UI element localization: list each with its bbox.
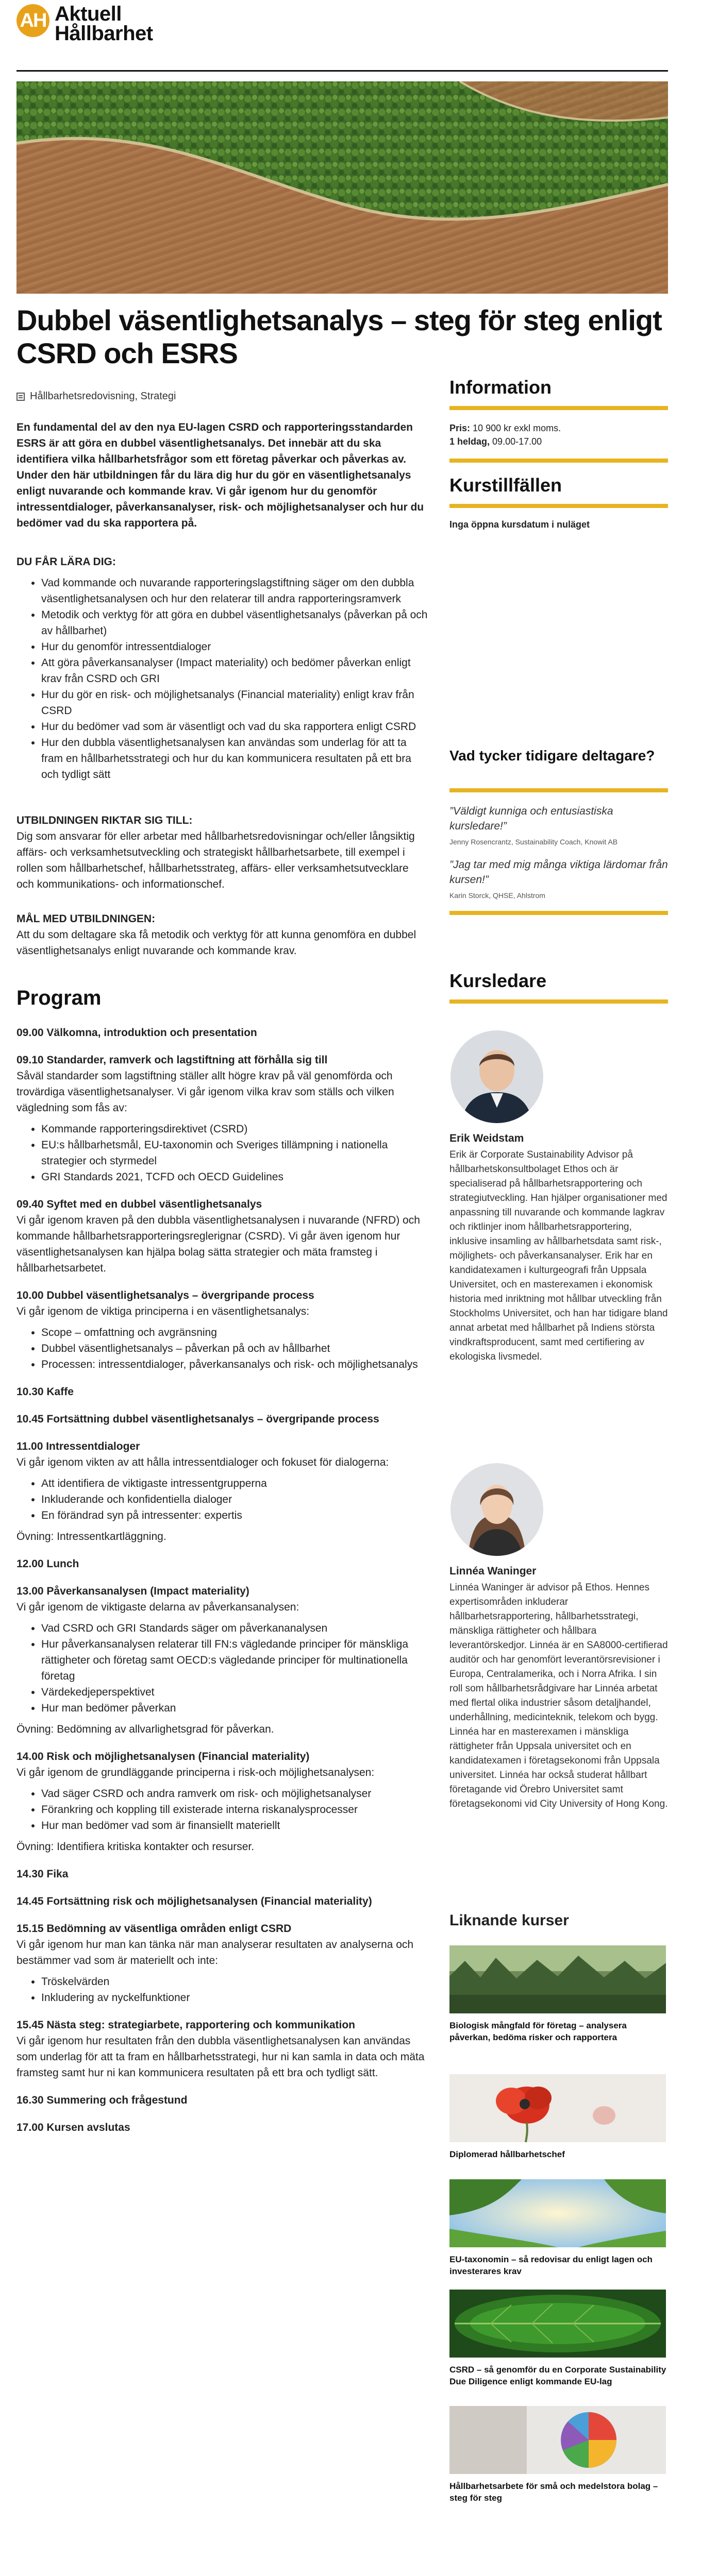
avatar	[450, 1463, 543, 1556]
sidebar	[449, 376, 668, 2503]
list-item: • GRI Standards 2021, TCFD och OECD Guidelines	[41, 1169, 429, 1185]
program-item-title: 16.30 Summering och frågestund	[16, 2094, 188, 2106]
target-text: Dig som ansvarar för eller arbetar med hållbarhetsredovisningar och/eller långsiktig affärs- och verksamhetsutveckling och strategiskt hållbarhetsarbete, till exempel i rollen som hållbarhetschef, hållbarhetsstrateg, affärs- eller verksamhetsutvecklare och kommunikations- och informationschef.	[16, 831, 415, 890]
main-content	[16, 419, 429, 2147]
program-item-title: 15.45 Nästa steg: strategiarbete, rapportering och kommunikation	[16, 2019, 356, 2031]
testimonial-quote: ”Jag tar med mig många viktiga lärdomar från kursen!”	[449, 859, 668, 886]
goal-heading: MÅL MED UTBILDNINGEN:	[16, 913, 156, 925]
program-item-description: Vi går igenom de viktigaste delarna av påverkansanalysen:	[16, 1601, 299, 1613]
list-item: • Hur man bedömer vad som är finansiellt materiellt	[41, 1818, 429, 1834]
program-item	[16, 2120, 429, 2136]
testimonials-heading: Vad tycker tidigare deltagare?	[449, 748, 655, 764]
course-image[interactable]	[449, 2074, 666, 2142]
occasions-heading: Kurstillfällen	[449, 474, 562, 496]
list-item: • Vad CSRD och GRI Standards säger om påverkananalysen	[41, 1620, 429, 1636]
site-logo[interactable]	[16, 4, 153, 43]
accent-bar	[449, 459, 668, 463]
logo-mark: AH	[16, 4, 49, 37]
program-item	[16, 1052, 429, 1185]
course-card[interactable]	[449, 2074, 668, 2160]
program-item-title: 14.45 Fortsättning risk och möjlighetsanalysen (Financial materiality)	[16, 1895, 372, 1907]
program-item-description: Vi går igenom de grundläggande principerna i risk-och möjlighetsanalysen:	[16, 1767, 375, 1778]
page-title: Dubbel väsentlighetsanalys – steg för steg enligt CSRD och ESRS	[16, 304, 662, 369]
program-item-title: 10.45 Fortsättning dubbel väsentlighetsanalys – övergripande process	[16, 1413, 379, 1425]
list-item: • Hur man bedömer påverkan	[41, 1700, 429, 1716]
program-item	[16, 1866, 429, 1882]
program-item	[16, 1556, 429, 1572]
course-image[interactable]	[449, 2290, 666, 2358]
price-label: Pris:	[449, 423, 471, 433]
program-item-title: 14.00 Risk och möjlighetsanalysen (Financial materiality)	[16, 1751, 310, 1762]
program-item-description: Vi går igenom de viktiga principerna i en väsentlighetsanalys:	[16, 1306, 310, 1317]
goal-text: Att du som deltagare ska få metodik och verktyg för att kunna genomföra en dubbel väsentlighetsanalys enligt nuvarande och kommande krav.	[16, 929, 416, 957]
hero-image	[16, 81, 668, 294]
course-title[interactable]: CSRD – så genomför du en Corporate Sustainability Due Diligence enligt kommande EU-lag	[449, 2365, 666, 2386]
program-heading: Program	[16, 987, 102, 1009]
portrait-man-image	[450, 1030, 543, 1123]
program-item	[16, 1025, 429, 1041]
course-card[interactable]	[449, 1945, 668, 2043]
logo-line-1: Aktuell	[55, 3, 122, 25]
list-item: • Hur du genomför intressentdialoger	[41, 639, 429, 655]
program-item-title: 10.30 Kaffe	[16, 1386, 74, 1398]
program-item-list	[16, 1121, 429, 1185]
accent-bar	[449, 504, 668, 508]
tree-sky-image	[449, 2179, 666, 2247]
program-item-title: 12.00 Lunch	[16, 1558, 79, 1570]
list-item: • Att göra påverkansanalyser (Impact materiality) och bedömer påverkan enligt krav från CSRD och GRI	[41, 655, 429, 687]
price-value: 10 900 kr exkl moms.	[473, 423, 561, 433]
testimonial-author: Karin Storck, QHSE, Ahlstrom	[449, 891, 545, 900]
portrait-woman-image	[450, 1463, 543, 1556]
course-title[interactable]: Diplomerad hållbarhetschef	[449, 2149, 565, 2159]
program-item-exercise: Övning: Identifiera kritiska kontakter och resurser.	[16, 1841, 255, 1853]
program-item	[16, 1749, 429, 1855]
program-item	[16, 1438, 429, 1545]
program-list	[16, 1025, 429, 2136]
course-card[interactable]	[449, 2406, 668, 2504]
logo-wordmark	[55, 4, 153, 43]
testimonial-author: Jenny Rosencrantz, Sustainability Coach, Knowit AB	[449, 838, 618, 846]
program-item-description: Vi går igenom hur man kan tänka när man analyserar resultaten av analyserna och bestämmer vad som är materiellt och inte:	[16, 1939, 414, 1967]
leaders-section	[449, 970, 668, 1015]
list-item: • Kommande rapporteringsdirektivet (CSRD)	[41, 1121, 429, 1137]
tag-icon	[16, 393, 25, 401]
course-card[interactable]	[449, 2290, 668, 2387]
program-item	[16, 2017, 429, 2081]
course-title[interactable]: Hållbarhetsarbete för små och medelstora bolag – steg för steg	[449, 2481, 658, 2503]
duration-value: 09.00-17.00	[492, 436, 542, 447]
program-item-title: 09.00 Välkomna, introduktion och presentation	[16, 1027, 257, 1039]
list-item: • Hur du bedömer vad som är väsentligt och vad du ska rapportera enligt CSRD	[41, 719, 429, 735]
program-item-title: 10.00 Dubbel väsentlighetsanalys – övergripande process	[16, 1290, 314, 1301]
poppy-flower-image	[449, 2074, 666, 2142]
duration-label: 1 heldag,	[449, 436, 490, 447]
category-tags	[16, 391, 176, 402]
course-card[interactable]	[449, 2179, 668, 2277]
accent-bar	[449, 911, 668, 915]
learn-list	[16, 575, 429, 783]
list-item: • EU:s hållbarhetsmål, EU-taxonomin och Sveriges tillämpning i nationella strategier och styrmedel	[41, 1137, 429, 1169]
program-item-title: 09.10 Standarder, ramverk och lagstiftning att förhålla sig till	[16, 1054, 328, 1066]
program-item-title: 11.00 Intressentdialoger	[16, 1440, 140, 1452]
leader-name: Erik Weidstam	[449, 1132, 524, 1144]
target-heading: UTBILDNINGEN RIKTAR SIG TILL:	[16, 815, 193, 826]
pie-chart-image	[449, 2406, 666, 2474]
program-item-title: 15.15 Bedömning av väsentliga områden enligt CSRD	[16, 1923, 292, 1935]
testimonials	[449, 788, 668, 915]
program-item	[16, 1583, 429, 1737]
info-box	[449, 421, 668, 448]
program-item-list	[16, 1476, 429, 1523]
program-item	[16, 1384, 429, 1400]
program-item	[16, 1287, 429, 1372]
program-item	[16, 1196, 429, 1276]
course-image[interactable]	[449, 2406, 666, 2474]
leaf-image	[449, 2290, 666, 2358]
program-item-title: 17.00 Kursen avslutas	[16, 2122, 130, 2133]
program-item-description: Vi går igenom vikten av att hålla intressentdialoger och fokuset för dialogerna:	[16, 1456, 389, 1468]
program-item-title: 14.30 Fika	[16, 1868, 69, 1880]
accent-bar	[449, 406, 668, 410]
logo-line-2: Hållbarhet	[55, 22, 153, 45]
program-item-list	[16, 1974, 429, 2006]
program-item	[16, 1411, 429, 1427]
leader-card	[449, 1463, 668, 1811]
list-item: • Att identifiera de viktigaste intressentgrupperna	[41, 1476, 429, 1492]
list-item: • Hur du gör en risk- och möjlighetsanalys (Financial materiality) enligt krav från CSRD	[41, 687, 429, 719]
list-item: • Scope – omfattning och avgränsning	[41, 1325, 429, 1341]
list-item: • Vad säger CSRD och andra ramverk om risk- och möjlighetsanalyser	[41, 1786, 429, 1802]
leader-card	[449, 1030, 668, 1364]
similar-courses-heading: Liknande kurser	[449, 1912, 569, 1929]
list-item: • Tröskelvärden	[41, 1974, 429, 1990]
site-header	[16, 0, 668, 72]
course-title[interactable]: EU-taxonomin – så redovisar du enligt lagen och investerares krav	[449, 2255, 653, 2276]
list-item: • Dubbel väsentlighetsanalys – påverkan på och av hållbarhet	[41, 1341, 429, 1357]
program-item-exercise: Övning: Bedömning av allvarlighetsgrad för påverkan.	[16, 1723, 274, 1735]
program-item-list	[16, 1620, 429, 1716]
course-image[interactable]	[449, 2179, 666, 2247]
program-item-exercise: Övning: Intressentkartläggning.	[16, 1531, 166, 1543]
category-tags-text[interactable]: Hållbarhetsredovisning, Strategi	[30, 391, 176, 402]
list-item: • Metodik och verktyg för att göra en dubbel väsentlighetsanalys (påverkan på och av hållbarhet)	[41, 607, 429, 639]
list-item: • Hur påverkansanalysen relaterar till FN:s vägledande principer för mänskliga rättigheter och företag samt OECD:s vägledande principer för multinationella företag	[41, 1636, 429, 1684]
course-image[interactable]	[449, 1945, 666, 2013]
program-item-list	[16, 1325, 429, 1372]
occasions-text: Inga öppna kursdatum i nuläget	[449, 519, 590, 530]
list-item: • En förändrad syn på intressenter: expertis	[41, 1507, 429, 1523]
list-item: • Vad kommande och nuvarande rapporteringslagstiftning säger om den dubbla väsentlighetsanalysen och hur den relaterar till andra rapporteringsramverk	[41, 575, 429, 607]
program-item-description: Såväl standarder som lagstiftning ställer allt högre krav på väl genomförda och trovärdiga väsentlighetsanalyser. Vi går igenom vilka krav som ställs och vilken vägledning som fås av:	[16, 1070, 394, 1114]
leaders-heading: Kursledare	[449, 970, 547, 991]
list-item: • Hur den dubbla väsentlighetsanalysen kan användas som underlag för att ta fram en hållbarhetsstrategi och hur du kan kommunicera resultaten på ett bra och tydligt sätt	[41, 735, 429, 783]
aerial-farmland-image	[16, 81, 668, 294]
program-item-description: Vi går igenom hur resultaten från den dubbla väsentlighetsanalysen kan användas som underlag för att ta fram en hållbarhetsstrategi, hur ni kan samla in data och mäta framsteg samt hur ni kan kommunicera resultaten på ett bra och tydligt sätt.	[16, 2035, 425, 2079]
course-title[interactable]: Biologisk mångfald för företag – analysera påverkan, bedöma risker och rapportera	[449, 2021, 627, 2042]
leader-name: Linnéa Waninger	[449, 1565, 537, 1577]
program-item-title: 13.00 Påverkansanalysen (Impact materiality)	[16, 1585, 249, 1597]
leader-bio: Erik är Corporate Sustainability Advisor på hållbarhetskonsultbolaget Ethos och är specialiserad på hållbarhetsrapportering och strategiutveckling. Han hjälper organisationer med anpassning till nuvarande och kommande lagkrav och riktlinjer inom hållbarhetsrapportering, inklusive insamling av hållbarhetsdata samt risk-, möjlighets- och påverkansanalyser. Erik har en kandidatexamen i kulturgeografi från Uppsala Universitet, och en masterexamen i ekonomisk historia med inriktning mot hållbar utveckling från Stockholms Universitet, och han har tidigare bland annat arbetat med hållbarhet på Indiens största vindkraftsproducent, samt med certifiering av ekologiska livsmedel.	[449, 1149, 668, 1362]
program-item-list	[16, 1786, 429, 1834]
forest-image	[449, 1945, 666, 2013]
accent-bar	[449, 999, 668, 1004]
program-item-description: Vi går igenom kraven på den dubbla väsentlighetsanalysen i nuvarande (NFRD) och kommande hållbarhetsrapporteringsreglerignar (CSRD). Vi går även igenom hur väsentlighetsanalysen kan hjälpa bolag sätta strategier och mäta framsteg i hållbarhetsarbetet.	[16, 1214, 420, 1274]
accent-bar	[449, 788, 668, 792]
avatar	[450, 1030, 543, 1123]
program-item-title: 09.40 Syftet med en dubbel väsentlighetsanalys	[16, 1198, 262, 1210]
intro-text: En fundamental del av den nya EU-lagen CSRD och rapporteringsstandarden ESRS är att göra en dubbel väsentlighetsanalys. Det innebär att du ska identifiera vilka hållbarhetsfrågor som ett företag påverkar och påverkas av. Under den här utbildningen får du lära dig hur du gör en väsentlighetsanalys enligt nuvarande och kommande krav. Vi går igenom hur du genomför intressentdialoger, påverkansanalyser, risk- och möjlighetsanalyser och hur du bedömer vad du ska rapportera på.	[16, 421, 424, 529]
list-item: • Förankring och koppling till existerade interna riskanalysprocesser	[41, 1802, 429, 1818]
list-item: • Processen: intressentdialoger, påverkansanalys och risk- och möjlighetsanalys	[41, 1357, 429, 1372]
list-item: • Inkluderande och konfidentiella dialoger	[41, 1492, 429, 1507]
leader-bio: Linnéa Waninger är advisor på Ethos. Hennes expertisområden inkluderar hållbarhetsrapportering, hållbarhetsstrategi, mänskliga rättigheter och hållbara leverantörskedjor. Linnéa är en SA8000-certifierad auditör och har genomfört leverantörsrevisioner i Europa, Centralamerika, och i Norra Afrika. I sin roll som hållbarhetsrådgivare har Linnéa arbetat med flertal olika industrier såsom detaljhandel, underhållning, medicinteknik, telekom och bygg. Linnéa har en masterexamen i mänskliga rättigheter från Uppsala universitet och en kandidatexamen i företagsekonomi från Uppsala universitet. Linnéa har också studerat hållbart företagande vid Örebro Universitet samt företagsekonomi vid City University of Hong Kong.	[449, 1582, 668, 1809]
info-heading: Information	[449, 377, 552, 398]
list-item: • Inkludering av nyckelfunktioner	[41, 1990, 429, 2006]
testimonial-quote: ”Väldigt kunniga och entusiastiska kursledare!”	[449, 805, 613, 832]
list-item: • Värdekedjeperspektivet	[41, 1684, 429, 1700]
learn-heading: DU FÅR LÄRA DIG:	[16, 556, 116, 568]
program-item	[16, 2092, 429, 2108]
program-item	[16, 1893, 429, 1909]
program-item	[16, 1921, 429, 2006]
